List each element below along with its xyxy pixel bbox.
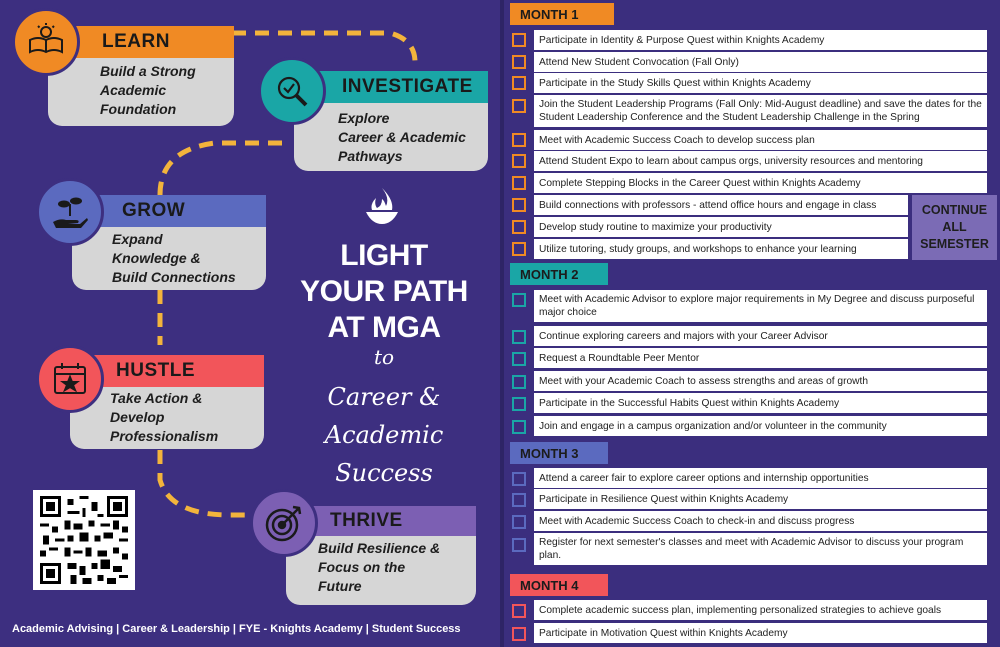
stage-hustle-circle — [36, 345, 104, 413]
month-4-label: MONTH 4 — [510, 574, 608, 596]
stage-learn-circle — [12, 8, 80, 76]
month-2-task: Continue exploring careers and majors with your Career Advisor — [534, 326, 987, 346]
month-2-task: Meet with your Academic Coach to assess strengths and areas of growth — [534, 371, 987, 391]
qr-code-icon — [39, 496, 129, 584]
month-1-task: Attend New Student Convocation (Fall Only) — [534, 52, 987, 72]
script-line: Academic — [324, 421, 444, 449]
stage-grow-label: GROW — [122, 200, 186, 221]
stage-learn-line: Foundation — [100, 101, 177, 117]
month-3-label: MONTH 3 — [510, 442, 608, 464]
month-1-checkbox[interactable] — [512, 76, 526, 90]
month-1-task: Meet with Academic Success Coach to develop success plan — [534, 130, 987, 150]
stage-thrive-line: Build Resilience & — [318, 540, 441, 556]
month-4-checkbox[interactable] — [512, 604, 526, 618]
checklist-panel — [504, 0, 1000, 647]
stage-hustle-label: HUSTLE — [116, 360, 195, 381]
month-1-checkbox[interactable] — [512, 99, 526, 113]
title-to: to — [373, 345, 395, 369]
script-line: Career & — [327, 383, 441, 411]
stage-thrive-label: THRIVE — [330, 510, 403, 531]
qr-code[interactable] — [33, 490, 135, 590]
month-2-task: Meet with Academic Advisor to explore major requirements in My Degree and discuss purposeful major choice — [534, 290, 987, 322]
month-1-task: Attend Student Expo to learn about campus orgs, university resources and mentoring — [534, 151, 987, 171]
continue-line: CONTINUE — [921, 203, 988, 217]
month-3-checkbox[interactable] — [512, 472, 526, 486]
month-2-checkbox[interactable] — [512, 293, 526, 307]
magnifier-check-icon — [272, 71, 312, 111]
month-3-checkbox[interactable] — [512, 515, 526, 529]
month-1-checkbox[interactable] — [512, 220, 526, 234]
month-1-checkbox[interactable] — [512, 33, 526, 47]
month-2-task: Join and engage in a campus organization and/or volunteer in the community — [534, 416, 987, 436]
month-2-checkbox[interactable] — [512, 375, 526, 389]
stage-hustle-line: Take Action & — [110, 390, 203, 406]
month-1-checkbox[interactable] — [512, 176, 526, 190]
stage-learn-label: LEARN — [102, 31, 170, 52]
month-2-checkbox[interactable] — [512, 330, 526, 344]
month-1-task: Utilize tutoring, study groups, and workshops to enhance your learning — [534, 239, 908, 259]
month-2-task: Participate in the Successful Habits Quest within Knights Academy — [534, 393, 987, 413]
month-3-task: Participate in Resilience Quest within Knights Academy — [534, 489, 987, 509]
month-2-checkbox[interactable] — [512, 420, 526, 434]
stage-grow-circle — [36, 178, 104, 246]
month-1-checkbox[interactable] — [512, 133, 526, 147]
stage-thrive-line: Focus on the — [318, 559, 406, 575]
stage-hustle-line: Develop — [110, 409, 165, 425]
month-2-checkbox[interactable] — [512, 352, 526, 366]
stage-investigate-line: Career & Academic — [338, 129, 466, 145]
month-1-checkbox[interactable] — [512, 154, 526, 168]
month-1-task: Develop study routine to maximize your productivity — [534, 217, 908, 237]
month-1-task: Build connections with professors - attend office hours and engage in class — [534, 195, 908, 215]
poster-title — [296, 238, 472, 346]
stage-hustle-line: Professionalism — [110, 428, 219, 444]
stage-investigate-label: INVESTIGATE — [342, 76, 473, 97]
month-3-task: Register for next semester's classes and meet with Academic Advisor to discuss your program plan. — [534, 533, 987, 565]
stage-thrive-line: Future — [318, 578, 362, 594]
hand-plant-icon — [50, 192, 90, 232]
continue-all-semester-badge — [912, 195, 997, 260]
month-4-checkbox[interactable] — [512, 627, 526, 641]
month-2-label: MONTH 2 — [510, 263, 608, 285]
month-4-task: Participate in Motivation Quest within Knights Academy — [534, 623, 987, 643]
stage-grow-line: Build Connections — [112, 269, 236, 285]
calendar-star-icon — [50, 359, 90, 399]
stage-learn-card — [48, 56, 234, 126]
stage-thrive-card — [286, 535, 476, 605]
month-2-task: Request a Roundtable Peer Mentor — [534, 348, 987, 368]
month-3-checkbox[interactable] — [512, 493, 526, 507]
target-arrow-icon — [263, 502, 305, 544]
book-bulb-icon — [26, 22, 66, 62]
month-1-checkbox[interactable] — [512, 198, 526, 212]
stage-learn-line: Build a Strong — [100, 63, 196, 79]
title-line: YOUR PATH — [300, 275, 468, 308]
continue-line: SEMESTER — [920, 237, 989, 251]
stage-investigate-card — [294, 103, 488, 171]
month-3-task: Meet with Academic Success Coach to check-in and discuss progress — [534, 511, 987, 531]
stage-grow-line: Expand — [112, 231, 163, 247]
month-1-checkbox[interactable] — [512, 242, 526, 256]
title-line: LIGHT — [340, 239, 428, 272]
month-1-task: Complete Stepping Blocks in the Career Quest within Knights Academy — [534, 173, 987, 193]
month-1-task: Join the Student Leadership Programs (Fall Only: Mid-August deadline) and save the dates for the Student Leadership Conference and the Student Leadership Challenge in the Spring — [534, 95, 987, 127]
footer-departments: Academic Advising | Career & Leadership | FYE - Knights Academy | Student Success — [12, 623, 461, 635]
month-3-task: Attend a career fair to explore career options and internship opportunities — [534, 468, 987, 488]
month-2-checkbox[interactable] — [512, 397, 526, 411]
month-4-task: Complete academic success plan, implementing personalized strategies to achieve goals — [534, 600, 987, 620]
stage-investigate-line: Explore — [338, 110, 390, 126]
stage-investigate-circle — [258, 57, 326, 125]
stage-grow-card — [72, 226, 266, 290]
title-script — [296, 378, 472, 492]
month-1-label: MONTH 1 — [510, 3, 614, 25]
month-1-task: Participate in the Study Skills Quest within Knights Academy — [534, 73, 987, 93]
title-line: AT MGA — [327, 311, 441, 344]
stage-learn-line: Academic — [100, 82, 167, 98]
stage-investigate-line: Pathways — [338, 148, 403, 164]
script-line: Success — [335, 459, 433, 487]
continue-line: ALL — [942, 220, 967, 234]
month-3-checkbox[interactable] — [512, 538, 526, 552]
stage-grow-line: Knowledge & — [112, 250, 201, 266]
flame-logo-icon — [362, 186, 402, 226]
month-1-task: Participate in Identity & Purpose Quest within Knights Academy — [534, 30, 987, 50]
month-1-checkbox[interactable] — [512, 55, 526, 69]
stage-thrive-circle — [250, 489, 318, 557]
